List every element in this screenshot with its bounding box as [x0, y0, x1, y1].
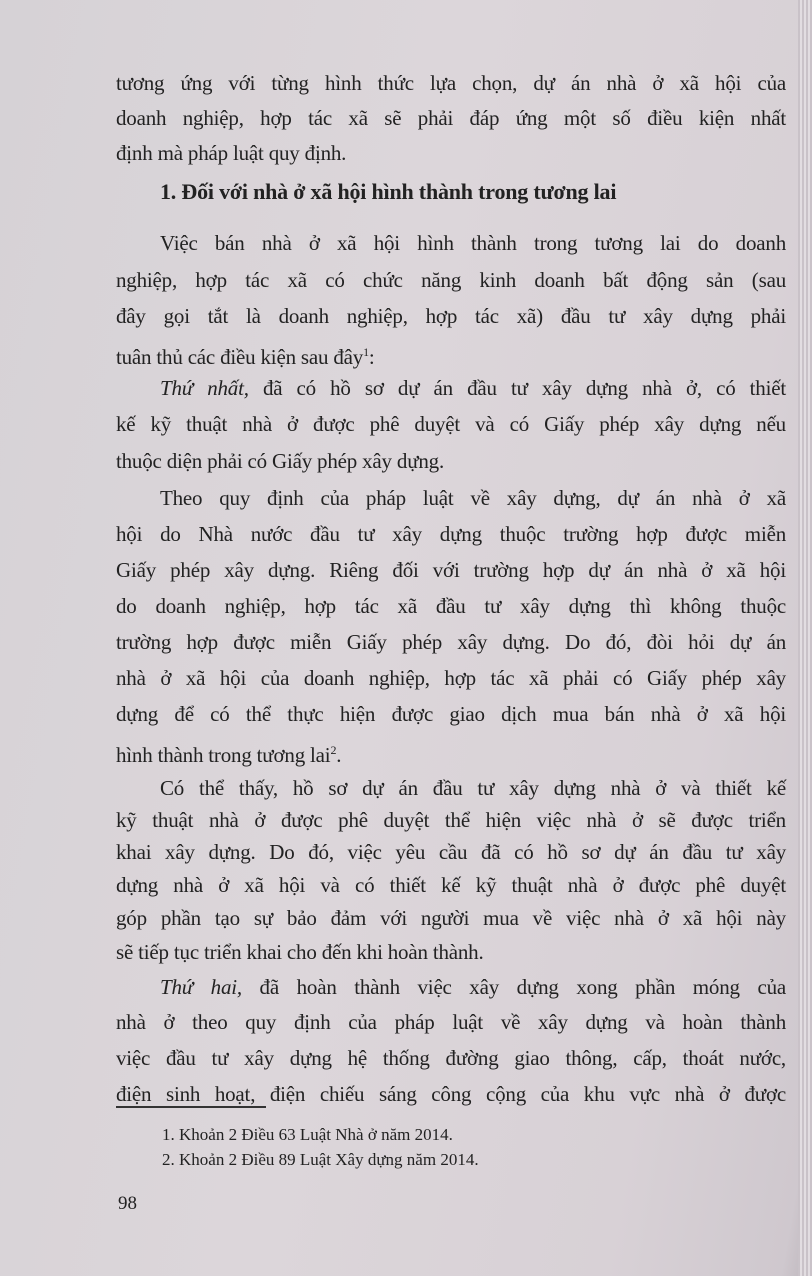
text-line [116, 556, 786, 584]
page-number: 98 [118, 1193, 137, 1214]
text-line [116, 592, 786, 620]
line-text: điện sinh hoạt, điện chiếu sáng công cộng của khu vực nhà ở được [116, 1082, 786, 1106]
line-text: tuân thủ các điều kiện sau đây [116, 345, 364, 369]
line-text: Theo quy định của pháp luật về xây dựng, dự án nhà ở xã [160, 486, 786, 510]
line-text: Việc bán nhà ở xã hội hình thành trong tương lai do doanh [160, 231, 786, 255]
line-text: sẽ tiếp tục triển khai cho đến khi hoàn thành. [116, 940, 484, 964]
text-line [160, 484, 786, 512]
line-text: góp phần tạo sự bảo đảm với người mua về việc nhà ở xã hội này [116, 906, 786, 930]
text-line [116, 664, 786, 692]
text-line [116, 1080, 786, 1108]
italic-lead: Thứ nhất, [160, 376, 249, 400]
line-text: Có thể thấy, hồ sơ dự án đầu tư xây dựng nhà ở và thiết kế [160, 776, 786, 800]
footnote-separator [116, 1106, 266, 1108]
line-text: dựng để có thể thực hiện được giao dịch mua bán nhà ở xã hội [116, 702, 786, 726]
line-text: nhà ở xã hội của doanh nghiệp, hợp tác xã phải có Giấy phép xây [116, 666, 786, 690]
punctuation: . [336, 743, 342, 767]
footnote-reference: 1 [363, 345, 369, 359]
line-text: kế kỹ thuật nhà ở được phê duyệt và có Giấy phép xây dựng nếu [116, 412, 786, 436]
text-line [116, 628, 786, 656]
text-line [116, 447, 786, 475]
line-text: việc đầu tư xây dựng hệ thống đường giao thông, cấp, thoát nước, [116, 1046, 786, 1070]
text-line [116, 520, 786, 548]
text-line [116, 69, 786, 97]
footnote-1: 1. Khoản 2 Điều 63 Luật Nhà ở năm 2014. [162, 1125, 453, 1144]
line-text: nghiệp, hợp tác xã có chức năng kinh doanh bất động sản (sau [116, 268, 786, 292]
footnote-reference: 2 [330, 743, 337, 757]
text-line [160, 229, 786, 257]
punctuation: : [368, 345, 375, 369]
italic-lead: Thứ hai, [160, 975, 242, 999]
line-text: định mà pháp luật quy định. [116, 141, 347, 165]
line-text: Giấy phép xây dựng. Riêng đối với trường hợp dự án nhà ở xã hội [116, 558, 786, 582]
book-page-edge [798, 0, 812, 1276]
line-text: dựng nhà ở xã hội và có thiết kế kỹ thuật nhà ở được phê duyệt [116, 873, 786, 897]
line-text: trường hợp được miễn Giấy phép xây dựng. Do đó, đòi hỏi dự án [116, 630, 786, 654]
text-line [116, 302, 786, 330]
footnote-2: 2. Khoản 2 Điều 89 Luật Xây dựng năm 2014. [162, 1150, 479, 1169]
text-line [116, 104, 786, 132]
line-text: khai xây dựng. Do đó, việc yêu cầu đã có hồ sơ dự án đầu tư xây [116, 840, 786, 864]
line-text: nhà ở theo quy định của pháp luật về xây dựng và hoàn thành [116, 1010, 786, 1034]
section-heading [160, 178, 786, 206]
text-line [116, 1008, 786, 1036]
line-text: hình thành trong tương lai [116, 743, 331, 767]
line-text: đây gọi tắt là doanh nghiệp, hợp tác xã) đầu tư xây dựng phải [116, 304, 786, 328]
line-text: thuộc diện phải có Giấy phép xây dựng. [116, 449, 445, 473]
text-line [116, 700, 786, 728]
line-text: hội do Nhà nước đầu tư xây dựng thuộc trường hợp được miễn [116, 522, 786, 546]
text-line [116, 1044, 786, 1072]
text-line [116, 338, 786, 371]
text-line [116, 806, 786, 834]
text-line [116, 736, 786, 769]
text-line [116, 838, 786, 866]
text-line [116, 871, 786, 899]
text-line [116, 904, 786, 932]
line-text: do doanh nghiệp, hợp tác xã đầu tư xây dựng thì không thuộc [116, 594, 786, 618]
text-line [160, 374, 786, 402]
line-text: 1. Đối với nhà ở xã hội hình thành trong tương lai [160, 179, 617, 204]
line-text: đã có hồ sơ dự án đầu tư xây dựng nhà ở, có thiết [248, 376, 786, 400]
line-text: đã hoàn thành việc xây dựng xong phần móng của [241, 975, 786, 999]
text-line [160, 774, 786, 802]
text-line [116, 938, 786, 966]
text-line [116, 410, 786, 438]
text-line [160, 973, 786, 1001]
text-line [116, 139, 786, 167]
line-text: tương ứng với từng hình thức lựa chọn, dự án nhà ở xã hội của [116, 71, 786, 95]
text-line [116, 266, 786, 294]
line-text: kỹ thuật nhà ở được phê duyệt thể hiện việc nhà ở sẽ được triển [116, 808, 786, 832]
line-text: doanh nghiệp, hợp tác xã sẽ phải đáp ứng một số điều kiện nhất [116, 106, 786, 130]
